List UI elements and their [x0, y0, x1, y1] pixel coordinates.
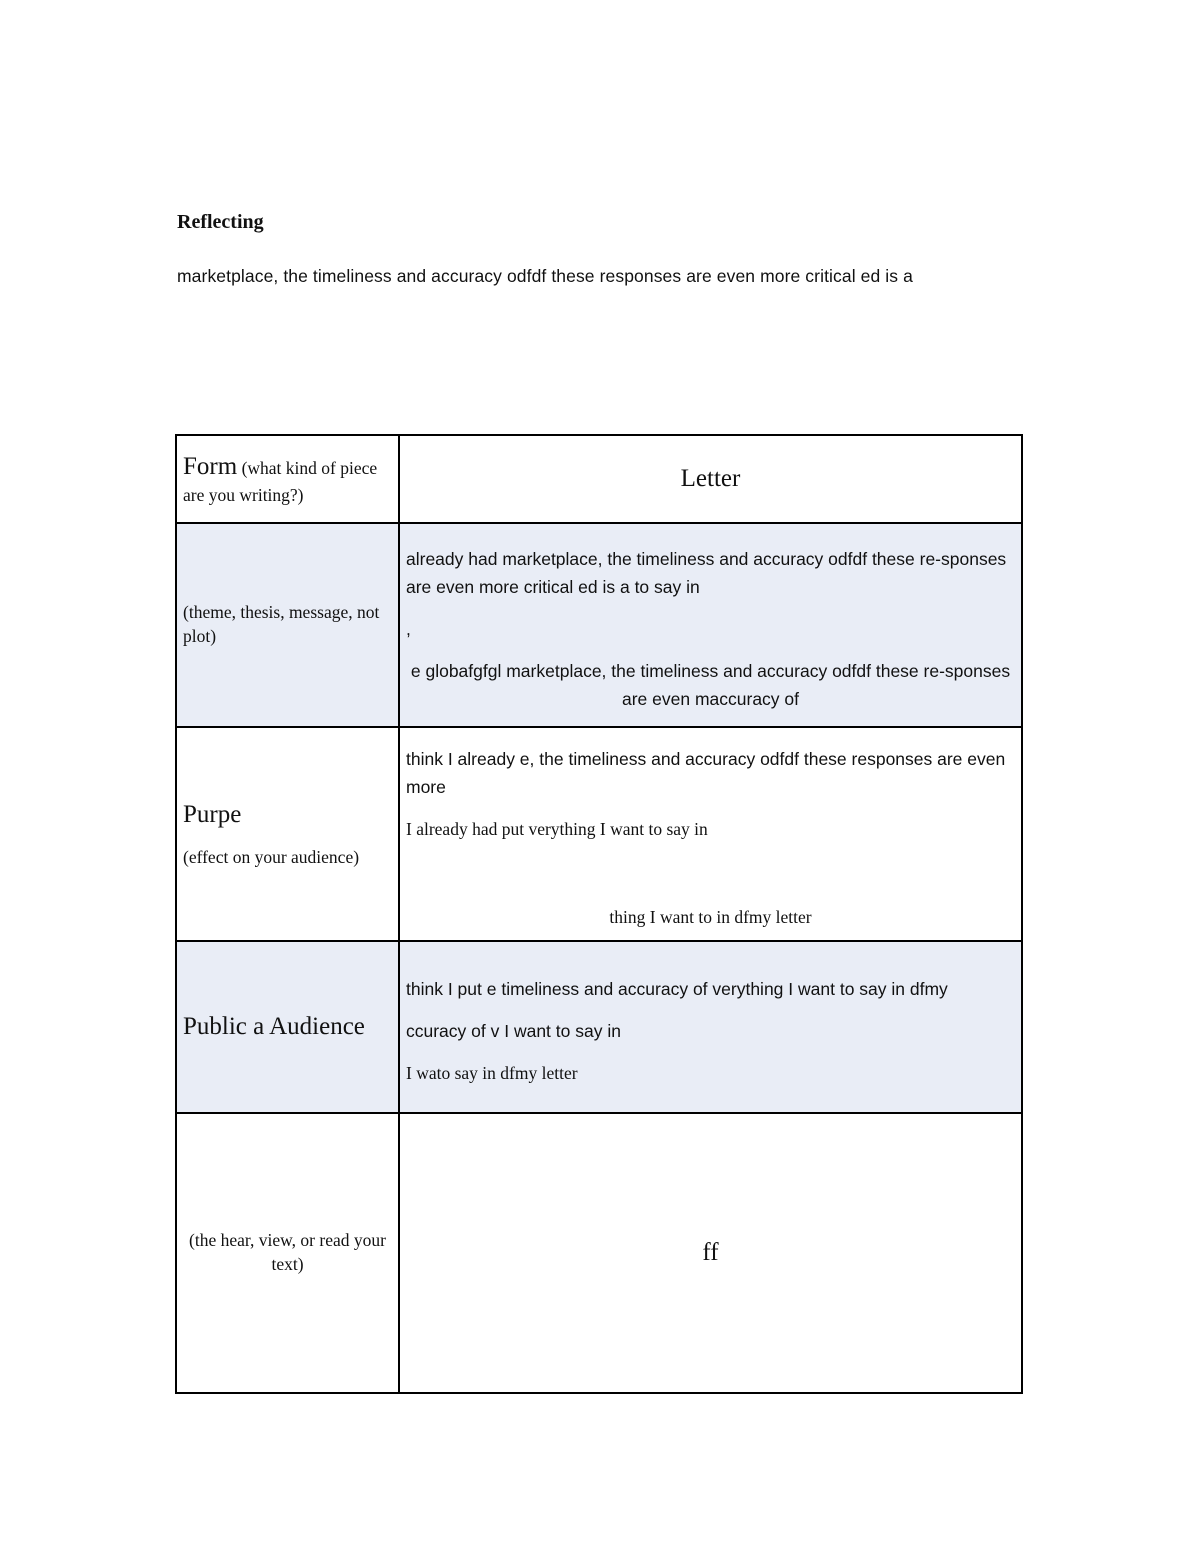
table-row-text: [176, 1113, 1022, 1393]
audience-line-3: I wato say in dfmy letter: [406, 1063, 578, 1083]
purpose-line-2: I already had put verything I want to say in: [406, 819, 708, 839]
text-label-hint: (the hear, view, or read your text): [189, 1230, 386, 1274]
page-heading: Reflecting: [177, 211, 264, 233]
purpose-line-1: think I already e, the timeliness and accuracy odfdf these responses are even more: [406, 749, 1006, 797]
audience-line-2: ccuracy of v I want to say in: [406, 1021, 621, 1041]
theme-line-3: e globafgfgl marketplace, the timeliness and accuracy odfdf these re-sponses are even maccuracy of: [410, 661, 1011, 709]
theme-line-2: ,: [406, 619, 411, 639]
purpose-line-3: thing I want to in dfmy letter: [609, 907, 812, 927]
theme-label-cell: [176, 523, 399, 727]
purpose-label-hint: (effect on your audience): [183, 847, 360, 868]
form-value-cell: [399, 435, 1022, 523]
table-row-purpose: [176, 727, 1022, 941]
intro-paragraph: marketplace, the timeliness and accuracy odfdf these responses are even more critical ed is a: [177, 266, 913, 286]
theme-label-hint: (theme, thesis, message, not plot): [183, 602, 380, 646]
theme-content-cell: [399, 523, 1022, 727]
text-label-cell: [176, 1113, 399, 1393]
audience-label-cell: [176, 941, 399, 1113]
form-label-hint: (what kind of piece are you writing?): [183, 458, 378, 506]
form-label: Form: [183, 453, 238, 481]
text-value: ff: [702, 1239, 719, 1266]
table-row-form: [176, 435, 1022, 523]
form-label-cell: [176, 435, 399, 523]
form-value: Letter: [680, 465, 741, 492]
purpose-label-cell: [176, 727, 399, 941]
writing-planner-table: [175, 434, 1023, 1394]
audience-label: Public a Audience: [183, 1013, 365, 1041]
theme-line-1: already had marketplace, the timeliness and accuracy odfdf these re-sponses are even more critical ed is a to say in: [406, 549, 1007, 597]
text-value-cell: [399, 1113, 1022, 1393]
table-row-audience: [176, 941, 1022, 1113]
audience-line-1: think I put e timeliness and accuracy of verything I want to say in dfmy: [406, 979, 948, 999]
purpose-content-cell: [399, 727, 1022, 941]
purpose-label: Purpe: [183, 801, 242, 829]
table-row-theme: [176, 523, 1022, 727]
audience-content-cell: [399, 941, 1022, 1113]
